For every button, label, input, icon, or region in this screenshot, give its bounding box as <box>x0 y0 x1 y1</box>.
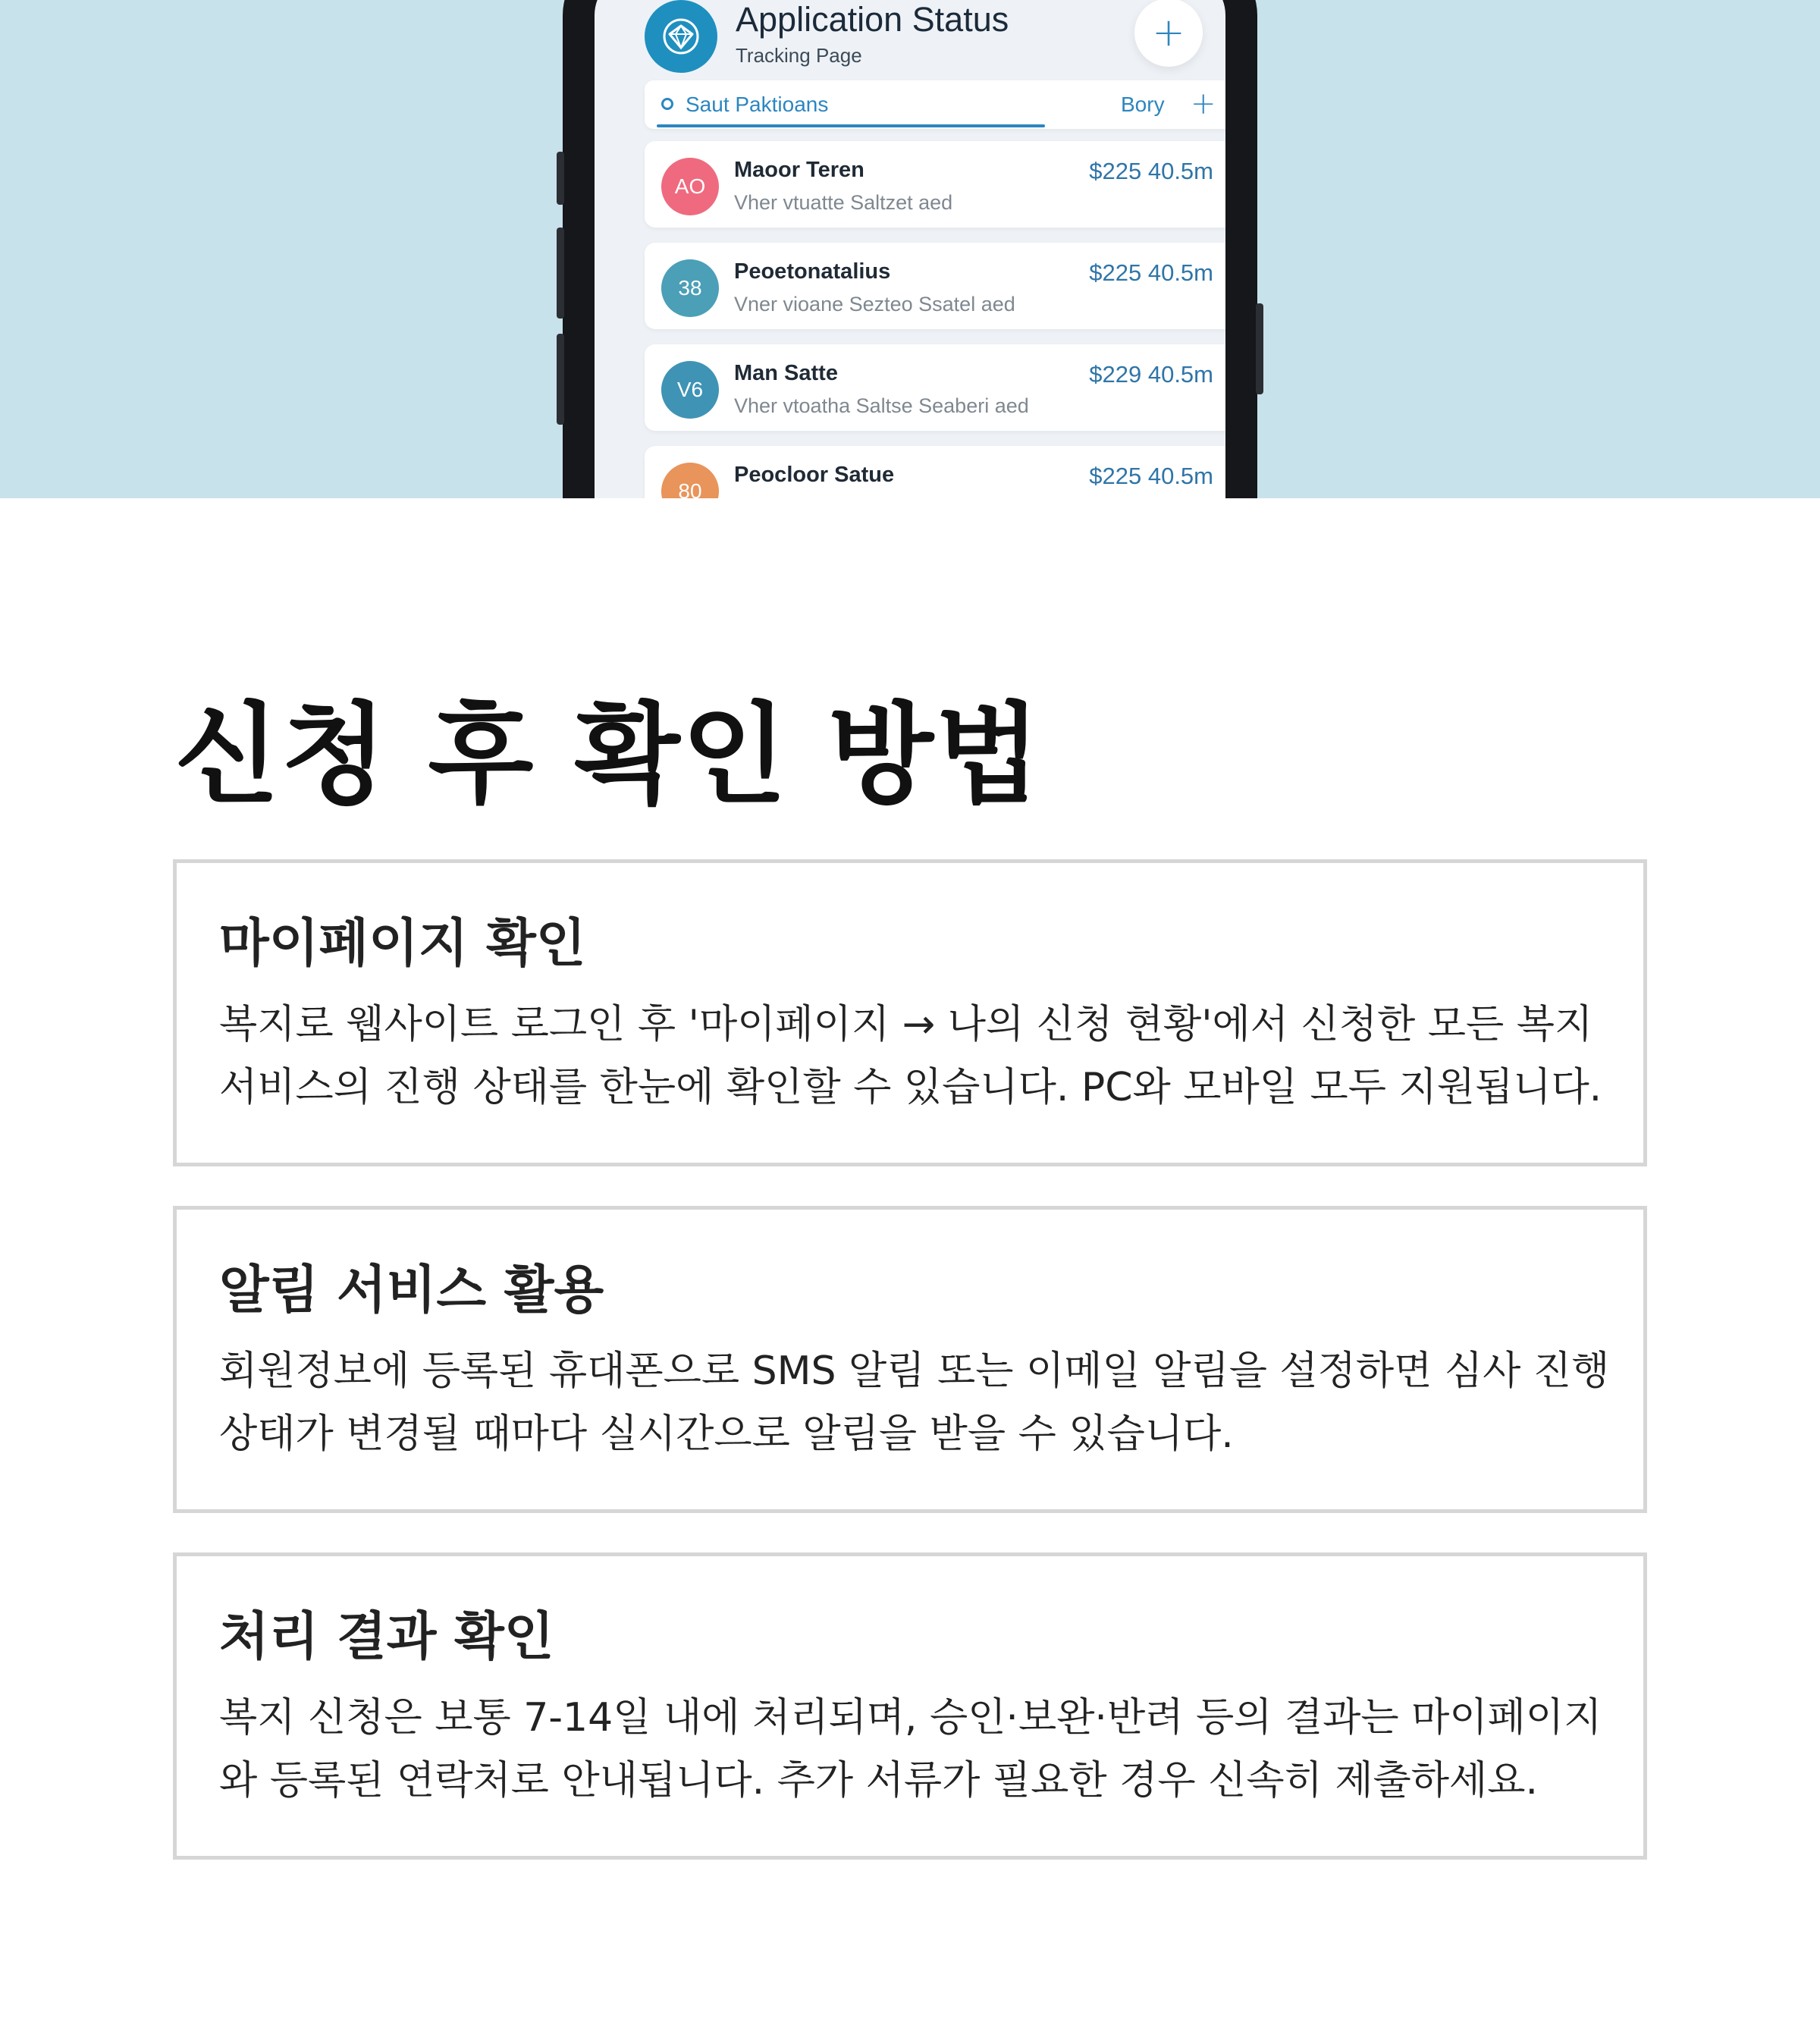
phone-side-button <box>557 334 564 425</box>
phone-side-button <box>557 228 564 319</box>
hero-image <box>0 0 1820 498</box>
card-title: 알림 서비스 활용 <box>219 1260 604 1320</box>
application-row[interactable] <box>645 344 1225 431</box>
applicant-name: Man Satte <box>734 361 838 385</box>
phone-side-button <box>1256 303 1263 394</box>
applicant-detail: Vner vioane Sezteo Ssatel aed <box>734 293 1015 316</box>
applicant-name: Peocloor Satue <box>734 463 895 487</box>
filter-tab-label[interactable]: Saut Paktioans <box>686 93 829 116</box>
application-amount: $225 40.5m <box>1089 259 1213 286</box>
filter-right-label[interactable]: Bory <box>1121 93 1165 116</box>
card-body: 복지로 웹사이트 로그인 후 '마이페이지 → 나의 신청 현황'에서 신청한 모든 복지서비스의 진행 상태를 한눈에 확인할 수 있습니다. PC와 모바일 모두 지원됩니다. <box>219 1002 1602 1110</box>
avatar: V6 <box>661 361 719 419</box>
add-button[interactable] <box>1134 0 1203 67</box>
phone-screen <box>595 0 1225 498</box>
phone-mockup <box>563 0 1257 498</box>
applicant-detail: Vher vtuatte Saltzet aed <box>734 191 953 214</box>
avatar: 38 <box>661 259 719 317</box>
radio-circle-icon <box>661 98 673 110</box>
app-subtitle: Tracking Page <box>736 44 862 67</box>
page-title: 신청 후 확인 방법 <box>174 691 1043 818</box>
application-amount: $229 40.5m <box>1089 361 1213 388</box>
applicant-name: Maoor Teren <box>734 158 864 182</box>
card-title: 처리 결과 확인 <box>219 1607 554 1667</box>
application-row[interactable] <box>645 243 1225 329</box>
info-card-notification <box>173 1206 1647 1513</box>
application-amount: $225 40.5m <box>1089 463 1213 489</box>
filter-tab-bar[interactable] <box>645 80 1225 129</box>
info-card-result <box>173 1552 1647 1860</box>
avatar: 80 <box>661 463 719 498</box>
active-tab-indicator <box>657 124 1045 127</box>
card-title: 마이페이지 확인 <box>219 914 586 974</box>
plus-icon[interactable]: + <box>1191 86 1216 121</box>
applicant-detail: Vher vtoatha Saltse Seaberi aed <box>734 394 1029 417</box>
app-title: Application Status <box>736 0 1009 39</box>
application-row[interactable] <box>645 141 1225 228</box>
phone-side-button <box>557 152 564 205</box>
card-body: 복지 신청은 보통 7-14일 내에 처리되며, 승인·보완·반려 등의 결과는 마이페이지와 등록된 연락처로 안내됩니다. 추가 서류가 필요한 경우 신속히 제출하세요. <box>219 1695 1602 1804</box>
plus-icon: + <box>1152 10 1185 55</box>
application-amount: $225 40.5m <box>1089 158 1213 184</box>
avatar: AO <box>661 158 719 215</box>
application-row[interactable] <box>645 446 1225 498</box>
info-card-mypage <box>173 859 1647 1166</box>
app-logo-icon <box>645 0 717 73</box>
card-body: 회원정보에 등록된 휴대폰으로 SMS 알림 또는 이메일 알림을 설정하면 심사 진행 상태가 변경될 때마다 실시간으로 알림을 받을 수 있습니다. <box>219 1348 1610 1457</box>
applicant-name: Peoetonatalius <box>734 259 891 284</box>
